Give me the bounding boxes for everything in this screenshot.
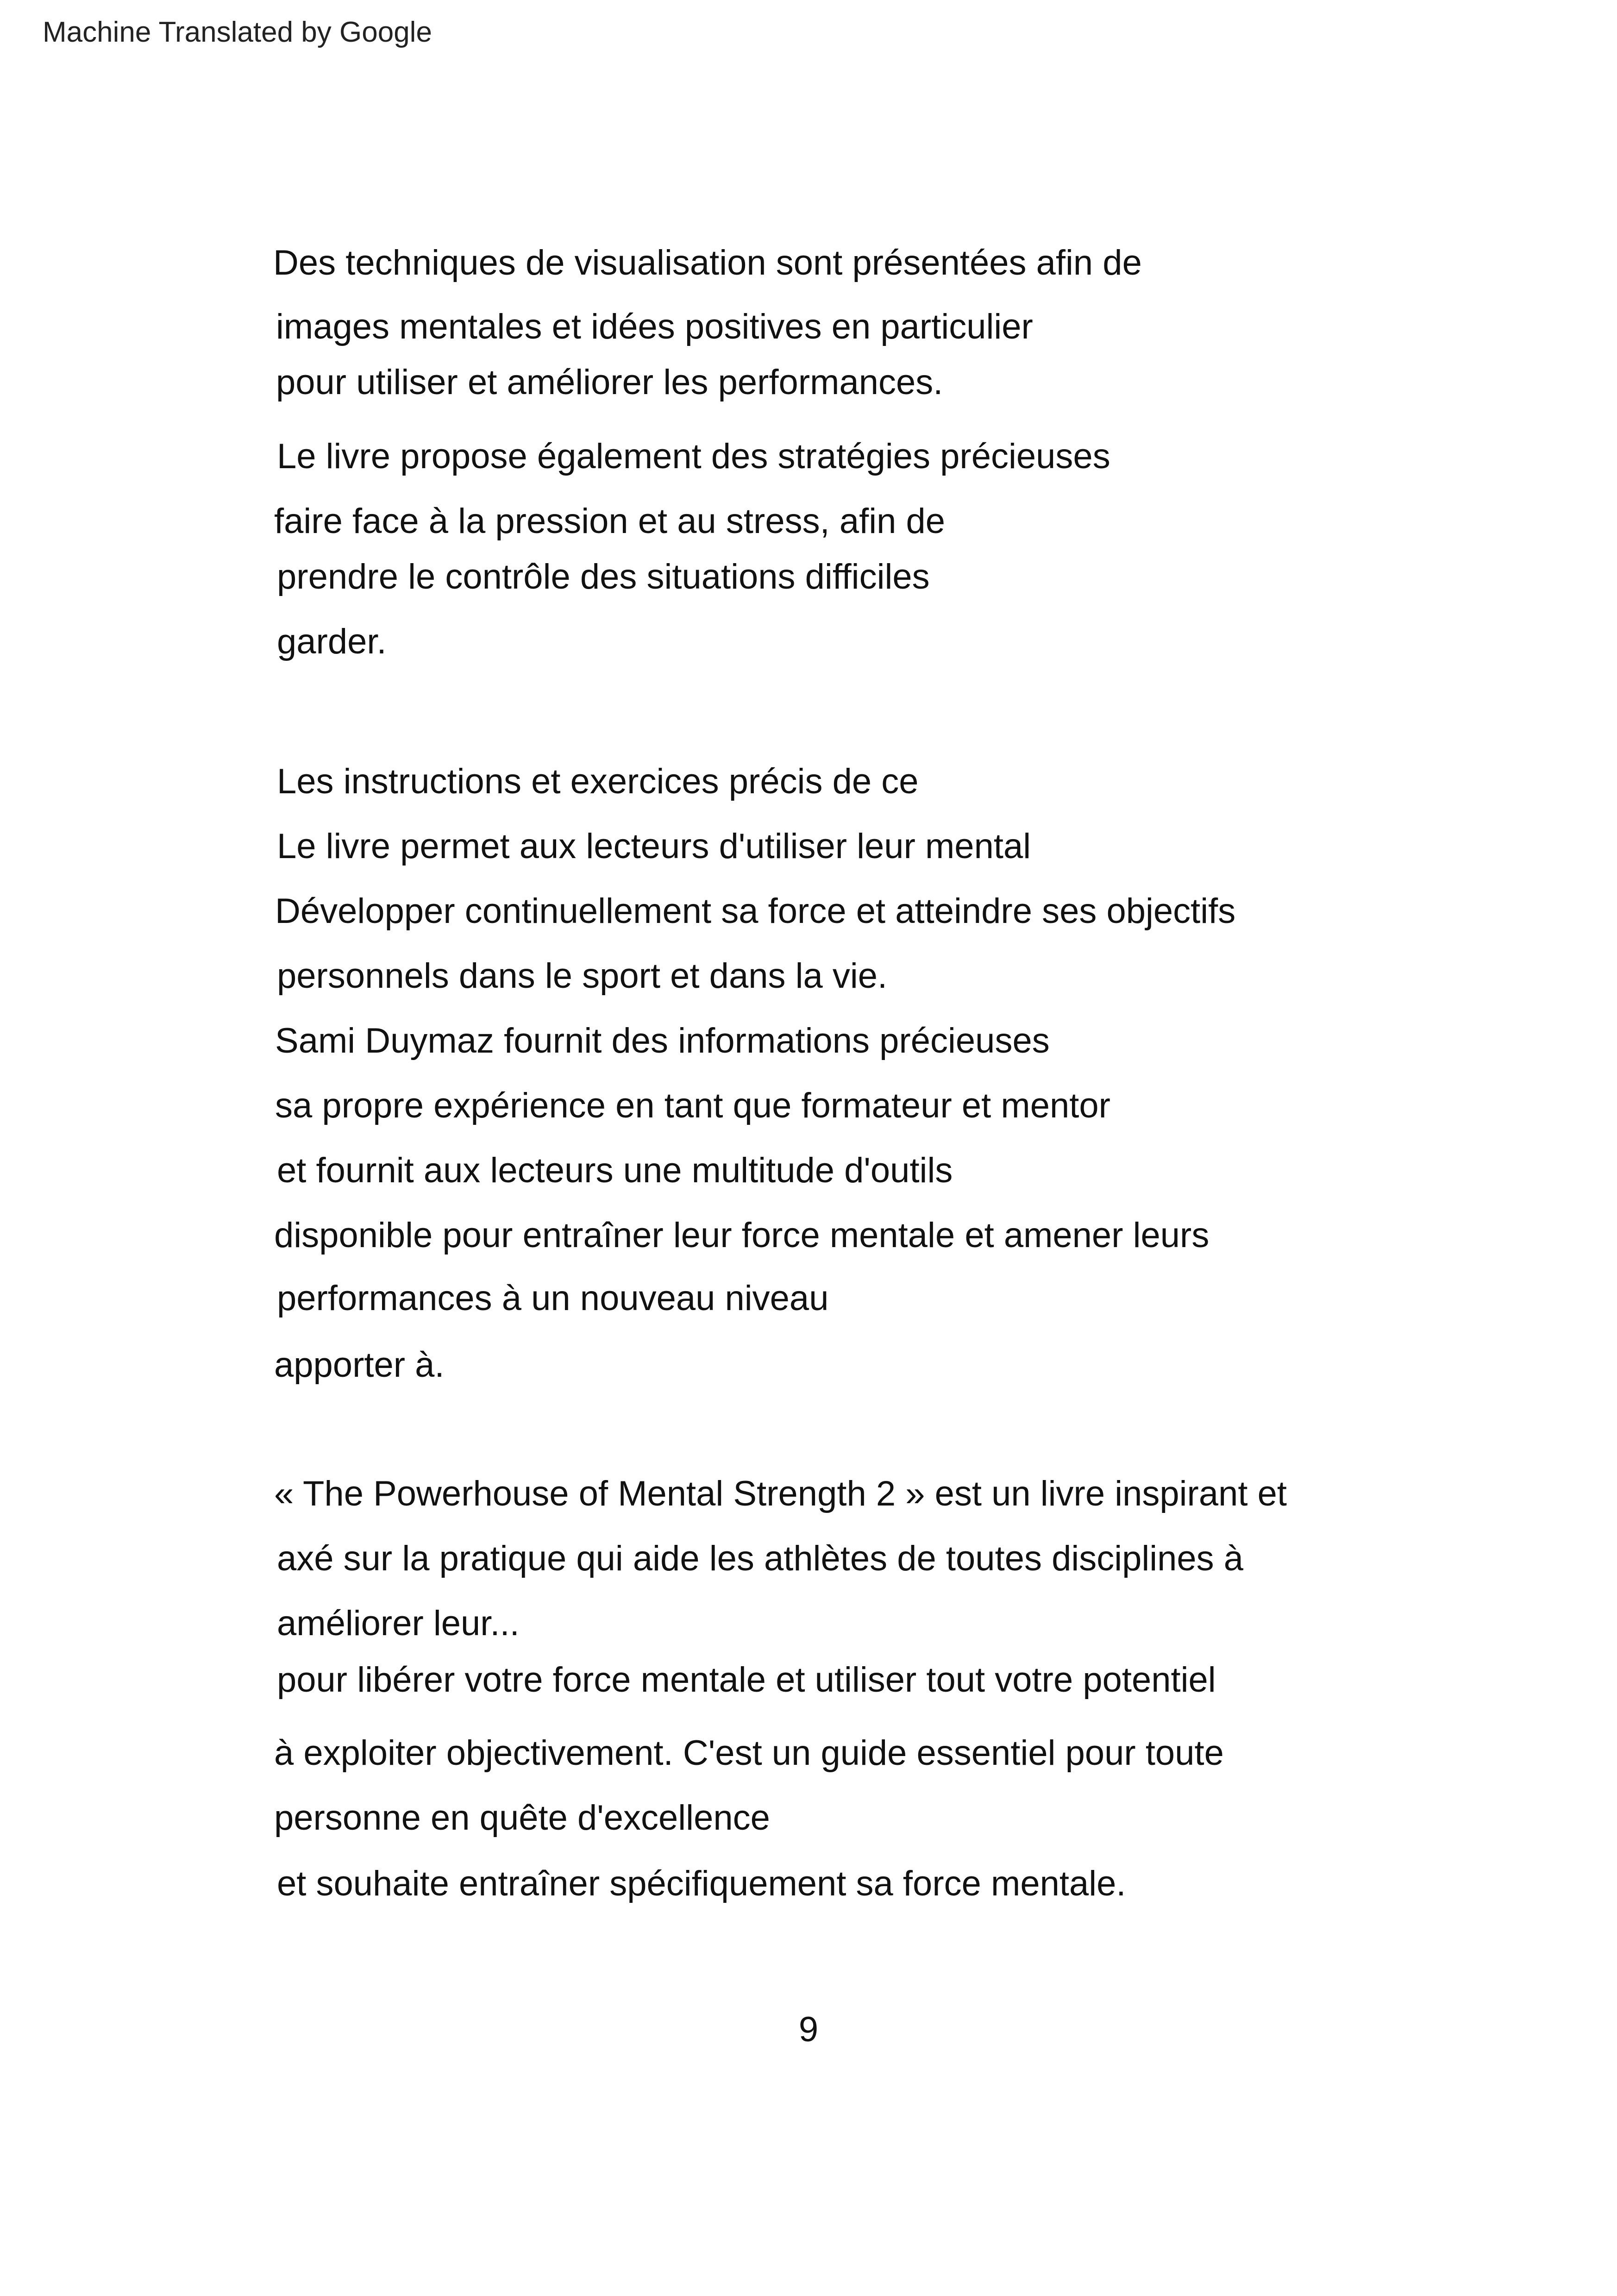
text-line: apporter à. [274, 1345, 445, 1385]
text-line: pour libérer votre force mentale et utiliser tout votre potentiel [277, 1660, 1216, 1700]
text-line: et souhaite entraîner spécifiquement sa force mentale. [277, 1864, 1126, 1903]
text-line: performances à un nouveau niveau [277, 1279, 829, 1318]
text-line: prendre le contrôle des situations difficiles [277, 557, 930, 596]
text-line: garder. [277, 622, 387, 661]
text-line: faire face à la pression et au stress, afin de [274, 502, 946, 541]
text-line: personnels dans le sport et dans la vie. [277, 956, 888, 996]
text-line: Développer continuellement sa force et atteindre ses objectifs [275, 891, 1236, 931]
text-line: disponible pour entraîner leur force mentale et amener leurs [274, 1216, 1210, 1255]
text-line: sa propre expérience en tant que formateur et mentor [275, 1086, 1110, 1125]
text-line: « The Powerhouse of Mental Strength 2 » est un livre inspirant et [274, 1474, 1287, 1513]
text-line: Sami Duymaz fournit des informations précieuses [275, 1021, 1050, 1060]
text-line: personne en quête d'excellence [274, 1798, 770, 1838]
page-number: 9 [798, 2010, 819, 2049]
text-line: et fournit aux lecteurs une multitude d'outils [277, 1151, 953, 1190]
text-line: Des techniques de visualisation sont présentées afin de [273, 243, 1142, 282]
text-line: axé sur la pratique qui aide les athlètes de toutes disciplines à [277, 1539, 1244, 1578]
text-line: Le livre propose également des stratégies précieuses [277, 437, 1110, 476]
text-line: Le livre permet aux lecteurs d'utiliser leur mental [277, 827, 1031, 866]
text-line: Les instructions et exercices précis de ce [277, 762, 919, 801]
text-line: améliorer leur... [277, 1604, 520, 1643]
text-line: pour utiliser et améliorer les performances. [276, 363, 943, 402]
machine-translation-note: Machine Translated by Google [43, 16, 432, 48]
text-line: à exploiter objectivement. C'est un guide essentiel pour toute [274, 1733, 1224, 1773]
text-line: images mentales et idées positives en particulier [276, 307, 1033, 346]
